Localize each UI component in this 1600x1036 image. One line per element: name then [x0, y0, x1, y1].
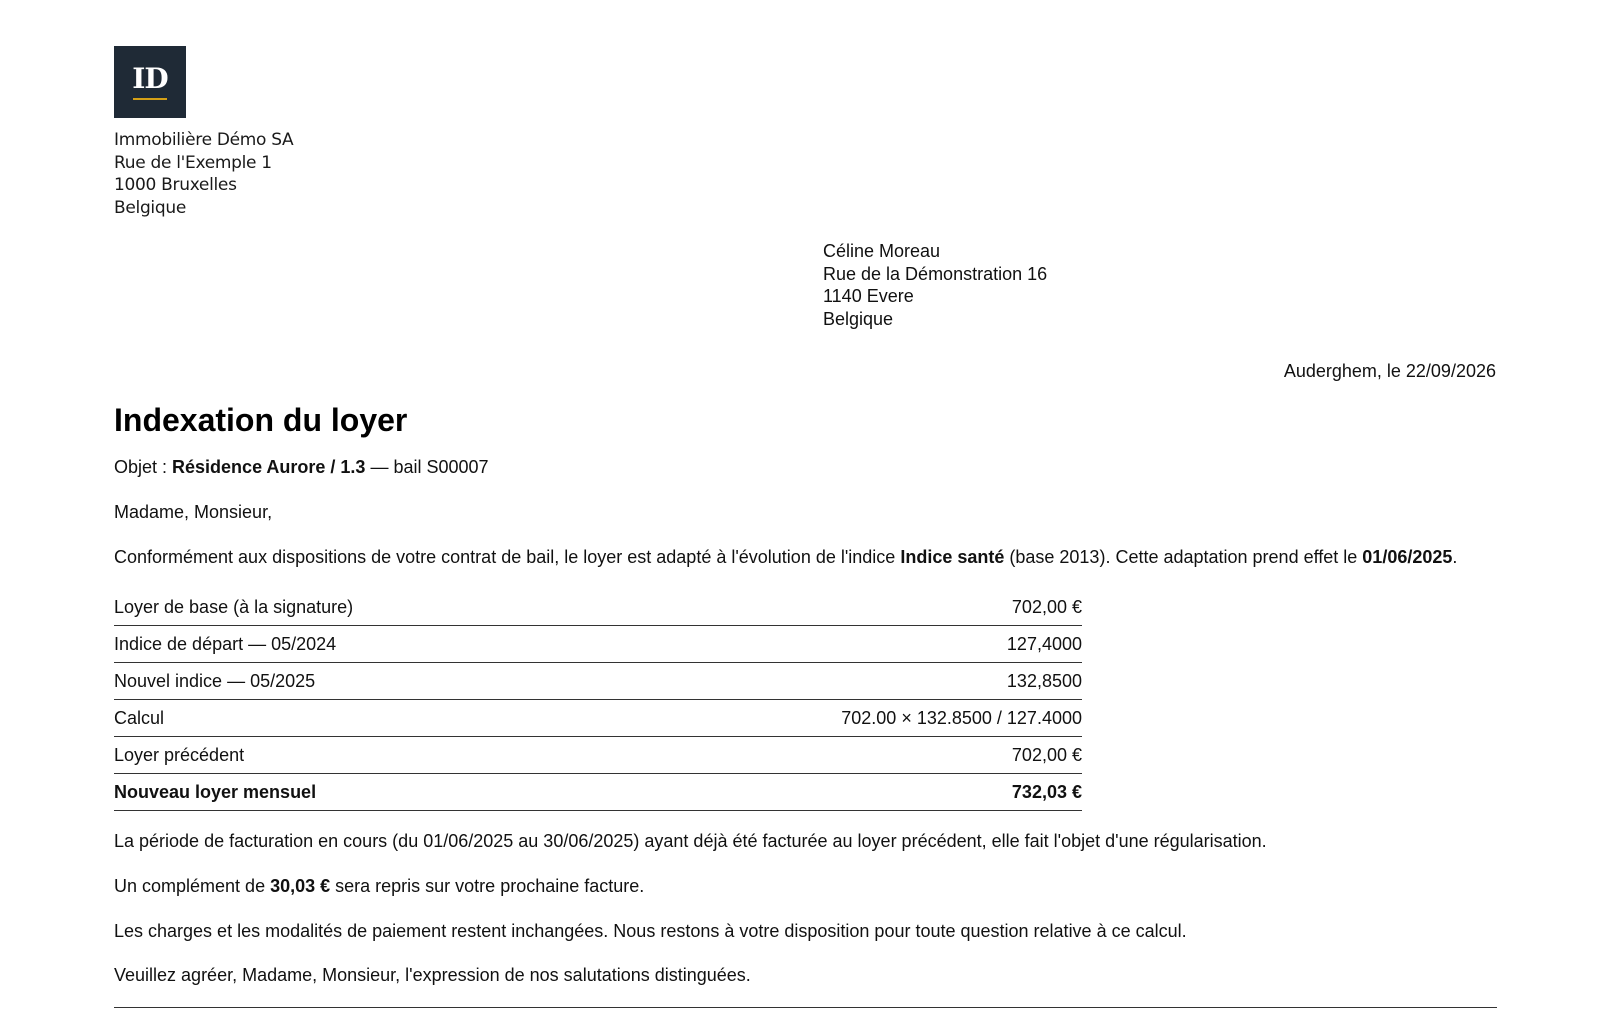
- row-label: Loyer de base (à la signature): [114, 589, 596, 626]
- recipient-country: Belgique: [823, 308, 894, 329]
- row-value: 127,4000: [596, 626, 1082, 663]
- table-row: [114, 626, 1082, 663]
- subject-property: Résidence Aurore / 1.3: [172, 457, 366, 477]
- sender-address: [114, 129, 293, 219]
- recipient-city: 1140 Evere: [823, 286, 914, 306]
- footer-divider: [114, 1007, 1497, 1008]
- intro-part3: .: [1452, 547, 1458, 567]
- regularisation-paragraph: La période de facturation en cours (du 01/06/2025 au 30/06/2025) ayant déjà été facturée au loyer précédent, elle fait l'objet d'une régularisation.: [114, 831, 1267, 851]
- recipient-address: [823, 240, 1047, 330]
- sender-street: Rue de l'Exemple 1: [114, 152, 272, 173]
- subject-prefix: Objet :: [114, 457, 173, 477]
- complement-part1: Un complément de: [114, 876, 271, 896]
- complement-part2: sera repris sur votre prochaine facture.: [330, 876, 645, 896]
- row-label: Indice de départ — 05/2024: [114, 626, 596, 663]
- recipient-street: Rue de la Démonstration 16: [823, 263, 1048, 284]
- row-value: 702,00 €: [596, 589, 1082, 626]
- total-label: Nouveau loyer mensuel: [114, 774, 596, 811]
- row-value: 132,8500: [596, 663, 1082, 700]
- total-value: 732,03 €: [596, 774, 1082, 811]
- row-label: Loyer précédent: [114, 737, 596, 774]
- row-value: 702.00 × 132.8500 / 127.4000: [596, 700, 1082, 737]
- indexation-table: [114, 589, 1082, 811]
- intro-part1: Conformément aux dispositions de votre contrat de bail, le loyer est adapté à l'évolution de l'indice: [114, 547, 901, 567]
- charges-paragraph: Les charges et les modalités de paiement restent inchangées. Nous restons à votre disposition pour toute question relative à ce calcul.: [114, 921, 1187, 941]
- table-row: [114, 589, 1082, 626]
- sender-name: Immobilière Démo SA: [114, 130, 294, 150]
- sender-city: 1000 Bruxelles: [114, 175, 237, 195]
- letter-title: Indexation du loyer: [114, 402, 408, 438]
- table-total-row: [114, 774, 1082, 811]
- complement-paragraph: [114, 876, 644, 897]
- intro-effective-date: 01/06/2025: [1362, 547, 1453, 567]
- row-label: Calcul: [114, 700, 596, 737]
- subject-suffix: — bail S00007: [365, 457, 489, 477]
- intro-index-name: Indice santé: [900, 547, 1005, 567]
- intro-paragraph: [114, 547, 1457, 568]
- intro-part2: (base 2013). Cette adaptation prend effet le: [1004, 547, 1363, 567]
- sender-country: Belgique: [114, 197, 186, 218]
- company-logo: [114, 46, 186, 118]
- logo-accent-bar: [133, 98, 167, 100]
- row-label: Nouvel indice — 05/2025: [114, 663, 596, 700]
- row-value: 702,00 €: [596, 737, 1082, 774]
- recipient-name: Céline Moreau: [823, 241, 941, 261]
- subject-line: [114, 457, 489, 478]
- closing-paragraph: Veuillez agréer, Madame, Monsieur, l'expression de nos salutations distinguées.: [114, 965, 751, 985]
- complement-amount: 30,03 €: [270, 876, 331, 896]
- table-row: [114, 737, 1082, 774]
- logo-text: ID: [132, 62, 168, 95]
- table-row: [114, 663, 1082, 700]
- date-line: Auderghem, le 22/09/2026: [1283, 361, 1496, 381]
- table-row: [114, 700, 1082, 737]
- salutation: Madame, Monsieur,: [114, 502, 273, 522]
